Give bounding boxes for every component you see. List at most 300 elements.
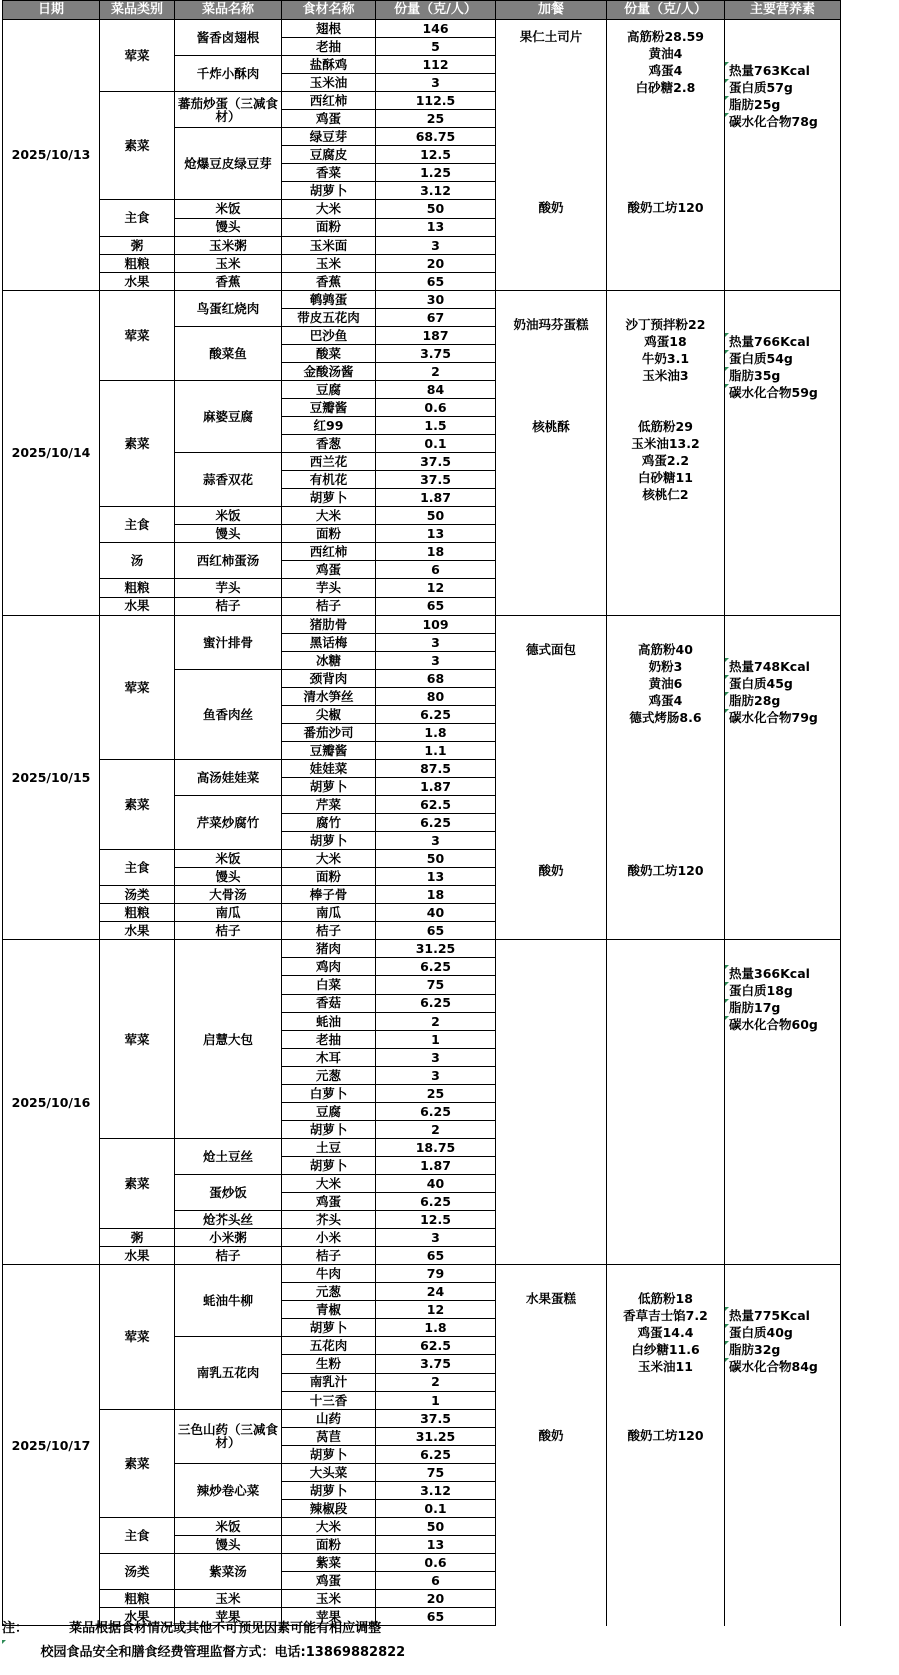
snack-ingredient: 鸡蛋18 [644,333,687,349]
snack-ingredient: 酸奶工坊120 [627,863,704,879]
nutrition-list [729,965,818,1033]
note-prefix: 注： [2,1621,29,1636]
portion-cell: 18 [376,543,496,561]
portion-cell: 18.75 [376,1138,496,1156]
ingredient-cell: 红99 [282,417,376,435]
category-cell: 素菜 [100,380,175,506]
snack-portion-cell [607,940,725,1265]
nutrient-line: 蛋白质40g [729,1325,793,1341]
ingredient-cell: 玉米 [282,254,376,272]
portion-cell: 3 [376,1048,496,1066]
dish-cell: 馒头 [175,525,282,543]
snack-ingredient: 鸡蛋4 [648,692,683,708]
portion-cell: 24 [376,1283,496,1301]
snack-ingredient: 玉米油11 [638,1359,693,1375]
nutrient-line: 脂肪28g [729,692,781,708]
portion-cell: 62.5 [376,1337,496,1355]
portion-cell: 12 [376,1301,496,1319]
ingredient-cell: 胡萝卜 [282,777,376,795]
category-cell: 粥 [100,236,175,254]
header-nutrition: 主要营养素 [725,1,841,20]
ingredient-cell: 南瓜 [282,904,376,922]
portion-cell: 37.5 [376,1409,496,1427]
portion-cell: 0.6 [376,1553,496,1571]
snack-ingredient: 鸡蛋4 [648,63,683,78]
category-cell: 水果 [100,597,175,615]
ingredient-cell: 老抽 [282,1030,376,1048]
portion-cell: 65 [376,597,496,615]
ingredient-cell: 腐竹 [282,814,376,832]
snack-ingredients [607,641,724,726]
portion-cell: 5 [376,38,496,56]
ingredient-cell: 豆瓣酱 [282,741,376,759]
portion-cell: 2 [376,1012,496,1030]
ingredient-cell: 桔子 [282,1247,376,1265]
portion-cell: 3.12 [376,1481,496,1499]
ingredient-cell: 颈背肉 [282,669,376,687]
portion-cell: 2 [376,1120,496,1138]
category-cell: 汤 [100,543,175,579]
nutrient-line: 蛋白质54g [729,350,793,366]
ingredient-cell: 胡萝卜 [282,1445,376,1463]
portion-cell: 84 [376,380,496,398]
portion-cell: 6 [376,1572,496,1590]
header-category: 菜品类别 [100,1,175,20]
ingredient-cell: 胡萝卜 [282,1156,376,1174]
note-line-2 [2,1641,882,1665]
ingredient-cell: 鸡蛋 [282,1572,376,1590]
portion-cell: 25 [376,1084,496,1102]
weekly-menu-table [2,0,841,1626]
category-cell: 水果 [100,272,175,290]
snack-ingredient: 鸡蛋2.2 [641,453,690,469]
ingredient-cell: 胡萝卜 [282,1319,376,1337]
ingredient-cell: 猪肉 [282,940,376,958]
ingredient-cell: 豆瓣酱 [282,398,376,416]
nutrition-cell [725,940,841,1265]
portion-cell: 1 [376,1030,496,1048]
ingredient-cell: 大米 [282,1175,376,1193]
ingredient-cell: 金酸汤酱 [282,362,376,380]
snack-name: 核桃酥 [532,419,570,435]
snack-ingredient: 高筋粉40 [638,641,693,657]
ingredient-cell: 土豆 [282,1138,376,1156]
category-cell: 汤类 [100,886,175,904]
snack-ingredient: 白砂糖11 [638,470,693,486]
nutrition-list [729,1307,818,1375]
portion-cell: 3.12 [376,182,496,200]
portion-cell: 31.25 [376,1427,496,1445]
snack-name: 果仁土司片 [519,29,583,44]
category-cell: 素菜 [100,1138,175,1228]
nutrient-line: 热量775Kcal [729,1308,810,1324]
portion-cell: 112 [376,56,496,74]
category-cell: 荤菜 [100,940,175,1139]
header-snack: 加餐 [496,1,607,20]
dish-cell: 米饭 [175,200,282,218]
ingredient-cell: 冰糖 [282,651,376,669]
dish-cell: 蕃茄炒蛋（三减食材） [175,92,282,128]
category-cell: 水果 [100,1247,175,1265]
dish-cell: 西红柿蛋汤 [175,543,282,579]
category-cell: 主食 [100,850,175,886]
ingredient-cell: 大头菜 [282,1463,376,1481]
dish-cell: 酸菜鱼 [175,326,282,380]
snack-name: 德式面包 [525,641,576,657]
nutrition-cell [725,1265,841,1626]
portion-cell: 50 [376,850,496,868]
snack-ingredient: 牛奶3.1 [641,350,690,366]
portion-cell: 1.87 [376,1156,496,1174]
snack-cell [496,290,607,615]
snack-ingredient: 黄油4 [648,46,683,61]
ingredient-cell: 大米 [282,507,376,525]
category-cell: 粥 [100,1229,175,1247]
ingredient-cell: 鸡蛋 [282,110,376,128]
dish-cell: 玉米粥 [175,236,282,254]
portion-cell: 3.75 [376,344,496,362]
category-cell: 汤类 [100,1553,175,1589]
ingredient-cell: 面粉 [282,525,376,543]
dish-cell: 小米粥 [175,1229,282,1247]
category-cell: 粗粮 [100,904,175,922]
dish-cell: 南瓜 [175,904,282,922]
ingredient-cell: 翅根 [282,20,376,38]
portion-cell: 2 [376,1373,496,1391]
ingredient-cell: 芹菜 [282,796,376,814]
note-adjustment: 菜品根据食材情况或其他不可预见因素可能有相应调整 [69,1621,382,1636]
nutrition-cell [725,615,841,940]
date-cell: 2025/10/15 [3,615,100,940]
dish-cell: 蛋炒饭 [175,1175,282,1211]
snack-ingredients [607,316,724,384]
menu-row [3,1265,841,1283]
dish-cell: 酱香卤翅根 [175,20,282,56]
snack-ingredient: 奶粉3 [648,658,683,674]
nutrition-list [729,333,818,401]
portion-cell: 68.75 [376,128,496,146]
snack-ingredient: 玉米油3 [642,367,689,383]
portion-cell: 1.87 [376,777,496,795]
portion-cell: 0.1 [376,435,496,453]
ingredient-cell: 五花肉 [282,1337,376,1355]
category-cell: 主食 [100,1517,175,1553]
ingredient-cell: 黑话梅 [282,633,376,651]
category-cell: 粗粮 [100,254,175,272]
portion-cell: 65 [376,922,496,940]
ingredient-cell: 香菜 [282,164,376,182]
portion-cell: 3 [376,832,496,850]
ingredient-cell: 鸡蛋 [282,1193,376,1211]
note-supervision-contact: 校园食品安全和膳食经费管理监督方式：电话:13869882822 [40,1645,406,1660]
snack-ingredients [607,28,724,96]
dish-cell: 麻婆豆腐 [175,380,282,452]
dish-cell: 炝爆豆皮绿豆芽 [175,128,282,200]
ingredient-cell: 香葱 [282,435,376,453]
ingredient-cell: 大米 [282,850,376,868]
ingredient-cell: 紫菜 [282,1553,376,1571]
header-row [3,1,841,20]
ingredient-cell: 元葱 [282,1283,376,1301]
ingredient-cell: 生粉 [282,1355,376,1373]
menu-row [3,615,841,633]
header-date: 日期 [3,1,100,20]
category-cell: 荤菜 [100,1265,175,1409]
ingredient-cell: 大米 [282,200,376,218]
portion-cell: 0.6 [376,398,496,416]
dish-cell: 南乳五花肉 [175,1337,282,1409]
dish-cell: 启慧大包 [175,940,282,1139]
portion-cell: 50 [376,200,496,218]
snack-name: 酸奶 [538,199,564,215]
portion-cell: 65 [376,1608,496,1626]
snack-ingredient: 酸奶工坊120 [627,1427,704,1443]
ingredient-cell: 鸡肉 [282,958,376,976]
nutrient-line: 脂肪32g [729,1342,781,1358]
header-dish: 菜品名称 [175,1,282,20]
portion-cell: 6.25 [376,1193,496,1211]
category-cell: 主食 [100,200,175,236]
portion-cell: 12.5 [376,1211,496,1229]
portion-cell: 3 [376,1066,496,1084]
snack-cell [496,20,607,291]
portion-cell: 79 [376,1265,496,1283]
ingredient-cell: 元葱 [282,1066,376,1084]
portion-cell: 65 [376,272,496,290]
dish-cell: 桔子 [175,1247,282,1265]
nutrient-line: 热量763Kcal [729,63,810,79]
portion-cell: 6.25 [376,1102,496,1120]
portion-cell: 1.8 [376,723,496,741]
ingredient-cell: 猪肋骨 [282,615,376,633]
nutrient-line: 蛋白质45g [729,675,793,691]
portion-cell: 13 [376,868,496,886]
snack-cell [496,940,607,1265]
ingredient-cell: 面粉 [282,868,376,886]
snack-ingredient: 白砂糖2.8 [635,80,696,95]
ingredient-cell: 清水笋丝 [282,687,376,705]
portion-cell: 18 [376,886,496,904]
portion-cell: 1.87 [376,489,496,507]
dish-cell: 苹果 [175,1608,282,1626]
ingredient-cell: 带皮五花肉 [282,308,376,326]
ingredient-cell: 胡萝卜 [282,489,376,507]
snack-name: 酸奶 [538,863,564,879]
portion-cell: 30 [376,290,496,308]
dish-cell: 芹菜炒腐竹 [175,796,282,850]
nutrition-list [729,62,818,130]
ingredient-cell: 辣椒段 [282,1499,376,1517]
portion-cell: 50 [376,507,496,525]
ingredient-cell: 桔子 [282,922,376,940]
dish-cell: 香蕉 [175,272,282,290]
portion-cell: 6 [376,561,496,579]
portion-cell: 1 [376,1391,496,1409]
snack-cell [496,1265,607,1626]
ingredient-cell: 胡萝卜 [282,832,376,850]
dish-cell: 芋头 [175,579,282,597]
dish-cell: 紫菜汤 [175,1553,282,1589]
snack-ingredients [607,418,724,503]
portion-cell: 1.1 [376,741,496,759]
dish-cell: 馒头 [175,1535,282,1553]
portion-cell: 1.25 [376,164,496,182]
nutrient-line: 碳水化合物84g [729,1359,818,1375]
portion-cell: 3 [376,633,496,651]
portion-cell: 31.25 [376,940,496,958]
ingredient-cell: 娃娃菜 [282,759,376,777]
snack-cell [496,615,607,940]
portion-cell: 12.5 [376,146,496,164]
portion-cell: 67 [376,308,496,326]
dish-cell: 三色山药（三减食材） [175,1409,282,1463]
date-cell: 2025/10/14 [3,290,100,615]
portion-cell: 109 [376,615,496,633]
portion-cell: 13 [376,218,496,236]
snack-ingredients [607,862,724,879]
portion-cell: 12 [376,579,496,597]
category-cell: 荤菜 [100,290,175,380]
dish-cell: 馒头 [175,868,282,886]
portion-cell: 37.5 [376,453,496,471]
nutrient-line: 脂肪17g [729,1000,781,1016]
category-cell: 素菜 [100,1409,175,1517]
date-cell: 2025/10/17 [3,1265,100,1626]
ingredient-cell: 蚝油 [282,1012,376,1030]
portion-cell: 3.75 [376,1355,496,1373]
snack-ingredient: 香草吉士馅7.2 [623,1308,708,1324]
category-cell: 水果 [100,1608,175,1626]
portion-cell: 3 [376,1229,496,1247]
portion-cell: 6.25 [376,814,496,832]
dish-cell: 米饭 [175,507,282,525]
snack-ingredient: 低筋粉29 [638,419,693,435]
note-line-1 [2,1617,882,1641]
portion-cell: 75 [376,1463,496,1481]
dish-cell: 千炸小酥肉 [175,56,282,92]
ingredient-cell: 酸菜 [282,344,376,362]
ingredient-cell: 豆腐皮 [282,146,376,164]
category-cell: 主食 [100,507,175,543]
dish-cell: 鱼香肉丝 [175,669,282,759]
portion-cell: 40 [376,1175,496,1193]
dish-cell: 炝土豆丝 [175,1138,282,1174]
nutrient-line: 脂肪35g [729,367,781,383]
snack-ingredient: 酸奶工坊120 [627,199,704,215]
ingredient-cell: 牛肉 [282,1265,376,1283]
portion-cell: 146 [376,20,496,38]
dish-cell: 辣炒卷心菜 [175,1463,282,1517]
portion-cell: 3 [376,74,496,92]
dish-cell: 大骨汤 [175,886,282,904]
ingredient-cell: 玉米 [282,1590,376,1608]
dish-cell: 鸟蛋红烧肉 [175,290,282,326]
ingredient-cell: 巴沙鱼 [282,326,376,344]
dish-cell: 炝芥头丝 [175,1211,282,1229]
dish-cell: 蚝油牛柳 [175,1265,282,1337]
ingredient-cell: 小米 [282,1229,376,1247]
ingredient-cell: 豆腐 [282,380,376,398]
ingredient-cell: 豆腐 [282,1102,376,1120]
ingredient-cell: 玉米油 [282,74,376,92]
snack-portion-cell [607,20,725,291]
portion-cell: 1.8 [376,1319,496,1337]
portion-cell: 6.25 [376,705,496,723]
ingredient-cell: 玉米面 [282,236,376,254]
ingredient-cell: 芥头 [282,1211,376,1229]
snack-ingredient: 核桃仁2 [642,487,689,503]
ingredient-cell: 青椒 [282,1301,376,1319]
ingredient-cell: 西兰花 [282,453,376,471]
snack-name: 水果蛋糕 [525,1291,576,1307]
ingredient-cell: 西红柿 [282,92,376,110]
ingredient-cell: 南乳汁 [282,1373,376,1391]
ingredient-cell: 香蕉 [282,272,376,290]
snack-ingredient: 高筋粉28.59 [626,29,705,44]
snack-portion-cell [607,290,725,615]
category-cell: 素菜 [100,759,175,849]
header-ingredient: 食材名称 [282,1,376,20]
ingredient-cell: 桔子 [282,597,376,615]
portion-cell: 13 [376,525,496,543]
nutrient-line: 热量366Kcal [729,966,810,982]
footer-notes [2,1617,882,1665]
date-cell: 2025/10/13 [3,20,100,291]
portion-cell: 3 [376,236,496,254]
snack-name: 奶油玛芬蛋糕 [513,316,589,332]
portion-cell: 25 [376,110,496,128]
portion-cell: 6.25 [376,994,496,1012]
dish-cell: 桔子 [175,597,282,615]
portion-cell: 20 [376,254,496,272]
category-cell: 粗粮 [100,1590,175,1608]
ingredient-cell: 山药 [282,1409,376,1427]
portion-cell: 75 [376,976,496,994]
snack-ingredient: 德式烤肠8.6 [629,709,702,725]
portion-cell: 37.5 [376,471,496,489]
ingredient-cell: 西红柿 [282,543,376,561]
nutrient-line: 脂肪25g [729,97,781,113]
nutrient-line: 碳水化合物79g [729,709,818,725]
portion-cell: 6.25 [376,1445,496,1463]
portion-cell: 20 [376,1590,496,1608]
category-cell: 水果 [100,922,175,940]
dish-cell: 桔子 [175,922,282,940]
ingredient-cell: 苹果 [282,1608,376,1626]
ingredient-cell: 尖椒 [282,705,376,723]
category-cell: 荤菜 [100,615,175,759]
snack-ingredient: 低筋粉18 [638,1291,693,1307]
ingredient-cell: 胡萝卜 [282,182,376,200]
ingredient-cell: 木耳 [282,1048,376,1066]
date-cell: 2025/10/16 [3,940,100,1265]
snack-ingredient: 白纱糖11.6 [631,1342,700,1358]
nutrient-line: 碳水化合物59g [729,384,818,400]
ingredient-cell: 白萝卜 [282,1084,376,1102]
ingredient-cell: 十三香 [282,1391,376,1409]
ingredient-cell: 胡萝卜 [282,1120,376,1138]
nutrient-line: 蛋白质57g [729,80,793,96]
nutrition-cell [725,20,841,291]
ingredient-cell: 鸡蛋 [282,561,376,579]
snack-ingredient: 玉米油13.2 [631,436,700,452]
category-cell: 荤菜 [100,20,175,92]
ingredient-cell: 白菜 [282,976,376,994]
snack-ingredient: 黄油6 [648,675,683,691]
menu-row [3,290,841,308]
dish-cell: 馒头 [175,218,282,236]
ingredient-cell: 莴苣 [282,1427,376,1445]
